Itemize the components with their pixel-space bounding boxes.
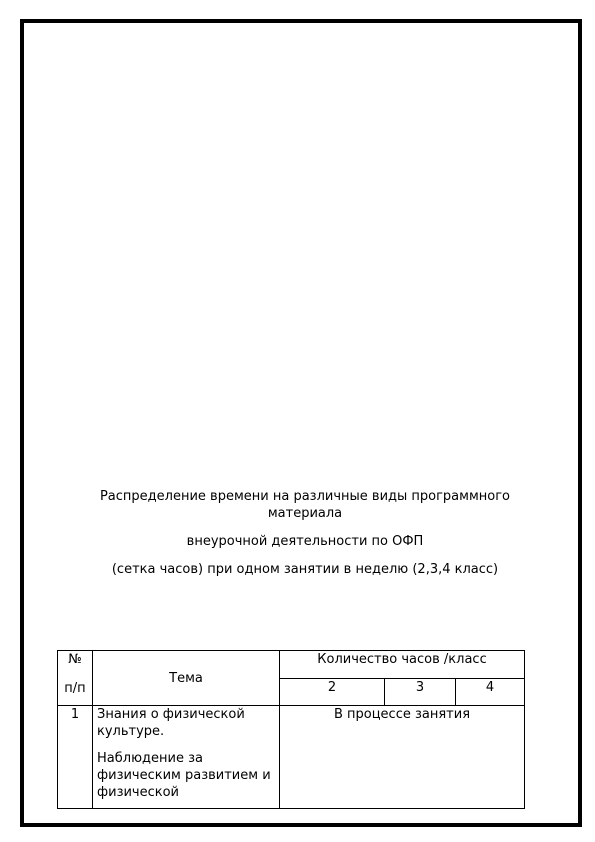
row-topic (93, 706, 280, 809)
header-num-cell (58, 651, 93, 706)
row-topic-part-2: Наблюдение за физическим развитием и физической (97, 751, 271, 800)
hours-table (57, 650, 525, 809)
header-num-pp: п/п (64, 681, 86, 696)
header-topic: Тема (93, 651, 280, 706)
row-topic-part-1: Знания о физической культуре. (97, 707, 245, 739)
table-header-row (58, 651, 525, 679)
row-hours: В процессе занятия (280, 706, 525, 809)
row-num: 1 (58, 706, 93, 809)
title-line-3: (сетка часов) при одном занятии в неделю (2,3,4 класс) (111, 562, 499, 577)
header-class-4: 4 (456, 678, 525, 706)
header-hours: Количество часов /класс (280, 651, 525, 679)
document-title (80, 488, 530, 578)
table-row (58, 706, 525, 809)
title-line-2: внеурочной деятельности по ОФП (186, 534, 424, 549)
title-line-1: Распределение времени на различные виды программного материала (99, 489, 511, 521)
header-class-2: 2 (280, 678, 385, 706)
header-class-3: 3 (385, 678, 456, 706)
header-num-symbol: № (68, 652, 82, 667)
